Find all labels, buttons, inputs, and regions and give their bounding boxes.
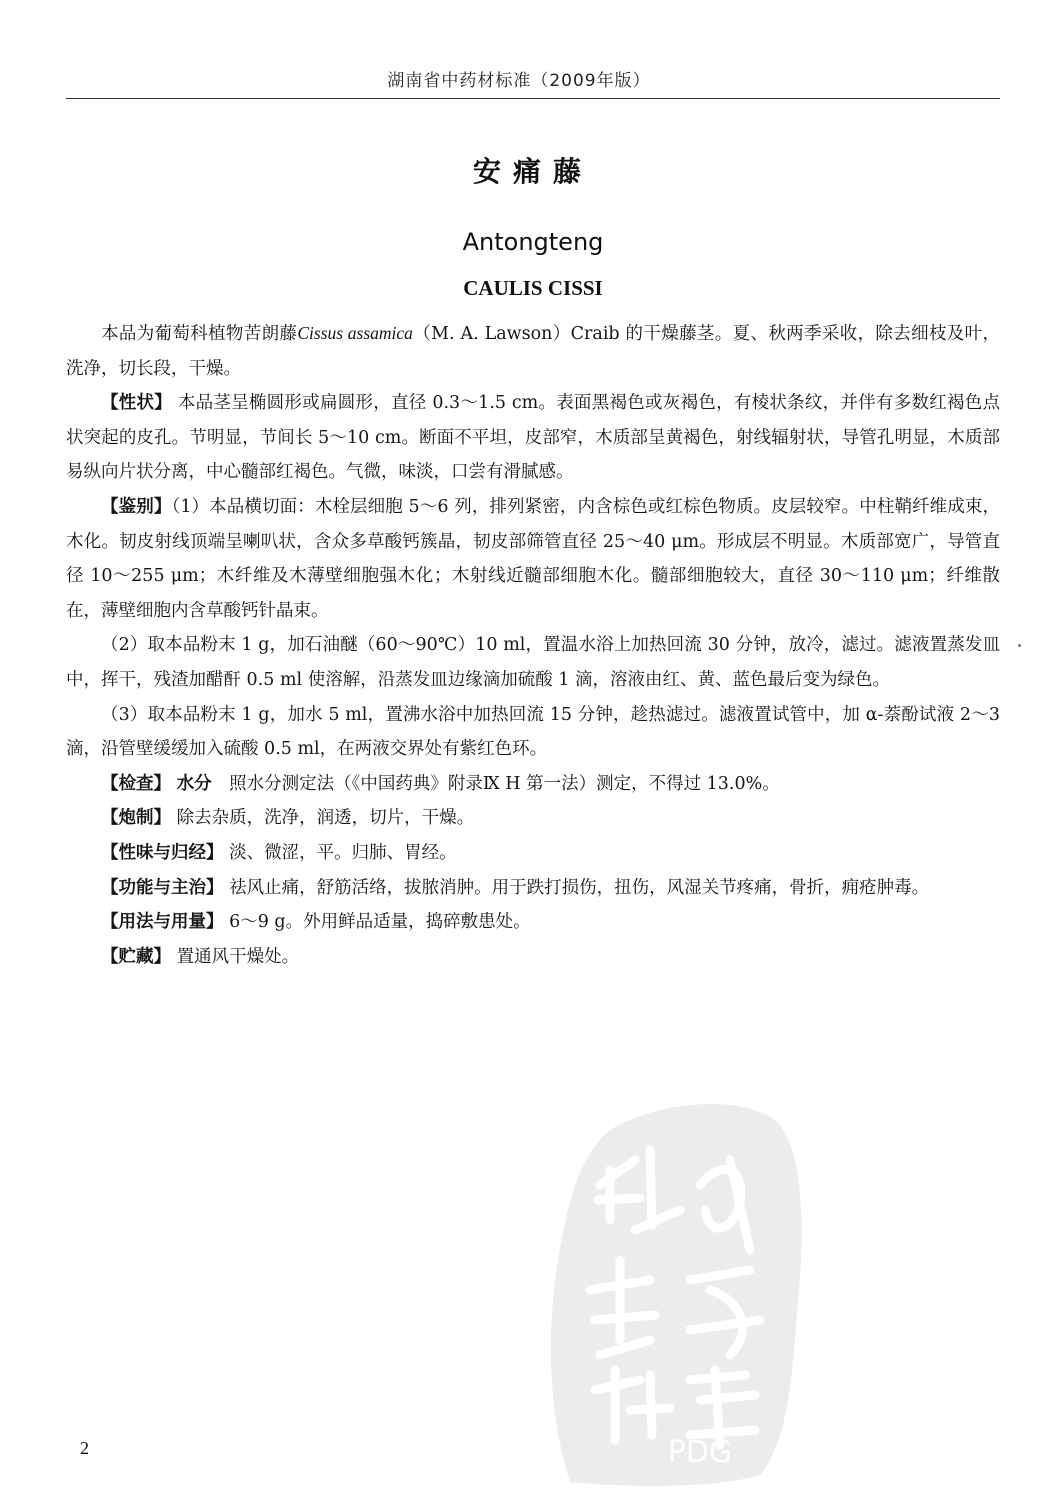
section-label-identification: 【鉴别】 — [101, 496, 172, 517]
monograph-body — [66, 316, 1000, 974]
intro-pre: 本品为葡萄科植物苦朗藤 — [101, 324, 298, 344]
monograph-title-chinese: 安痛藤 — [472, 155, 593, 188]
monograph-title-latin: CAULIS CISSI — [463, 276, 603, 300]
section-text-processing: 除去杂质，洗净，润透，切片，干燥。 — [176, 808, 475, 829]
identification-item-1: （1）本品横切面：木栓层细胞 5～6 列，排列紧密，内含棕色或红棕色物质。皮层较窄。中柱鞘纤维成束，木化。韧皮射线顶端呈喇叭状，含众多草酸钙簇晶，韧皮部筛管直径 25～40 μm。形成层不明显。木质部宽广，导管直径 10～255 μm；木纤维及木薄壁细胞强木化；木射线近髓部细胞木化。髓部细胞较大，直径 30～110 μm；纤维散在，薄壁细胞内含草酸钙针晶束。 — [66, 496, 1001, 621]
identification-item-2: （2）取本品粉末 1 g，加石油醚（60～90℃）10 ml，置温水浴上加热回流 30 分钟，放冷，滤过。滤液置蒸发皿中，挥干，残渣加醋酐 0.5 ml 使溶解，沿蒸发皿边缘滴加硫酸 1 滴，溶液由红、黄、蓝色最后变为绿色。 — [66, 635, 1000, 690]
section-text-usage: 6～9 g。外用鲜品适量，捣碎敷患处。 — [229, 912, 531, 933]
watermark-seal — [540, 1090, 820, 1490]
section-label-storage: 【贮藏】 — [101, 946, 171, 967]
section-usage — [66, 905, 1000, 940]
running-header: 湖南省中药材标准（2009年版） — [387, 71, 651, 91]
section-text-storage: 置通风干燥处。 — [176, 946, 300, 967]
section-label-functions: 【功能与主治】 — [101, 877, 224, 898]
section-storage — [66, 940, 1000, 975]
section-text-nature: 淡、微涩，平。归肺、胃经。 — [229, 842, 457, 863]
intro-paragraph — [66, 316, 1000, 386]
section-label-processing: 【炮制】 — [101, 808, 171, 829]
section-text-functions: 祛风止痛，舒筋活络，拔脓消肿。用于跌打损伤，扭伤，风湿关节疼痛，骨折，痈疮肿毒。 — [229, 877, 930, 898]
watermark-seal-graphic — [540, 1090, 820, 1490]
section-examination — [66, 767, 1000, 802]
watermark-stone-shape — [551, 1104, 802, 1486]
section-functions — [66, 871, 1000, 906]
watermark-brand: PDG — [667, 1435, 733, 1470]
page-number: 2 — [80, 1438, 89, 1458]
examination-subhead: 水分 — [176, 773, 212, 794]
section-nature — [66, 836, 1000, 871]
scan-speck — [1018, 644, 1021, 647]
section-identification — [66, 490, 1000, 628]
latin-species-name: Cissus assamica — [297, 323, 413, 343]
section-label-nature: 【性味与归经】 — [101, 842, 224, 863]
monograph-title-pinyin: Antongteng — [462, 228, 604, 256]
section-text-examination: 照水分测定法（《中国药典》附录Ⅸ H 第一法）测定，不得过 13.0%。 — [229, 773, 780, 794]
section-processing — [66, 801, 1000, 836]
identification-item-2-paragraph — [66, 628, 1000, 697]
section-text-characters: 本品茎呈椭圆形或扁圆形，直径 0.3～1.5 cm。表面黑褐色或灰褐色，有棱状条纹，并伴有多数红褐色点状突起的皮孔。节明显，节间长 5～10 cm。断面不平坦，皮部窄，木质部呈黄褐色，射线辐射状，导管孔明显，木质部易纵向片状分离，中心髓部红褐色。气微，味淡，口尝有滑腻感。 — [66, 393, 1000, 483]
section-characters — [66, 386, 1000, 490]
header-rule — [66, 98, 1000, 99]
section-label-examination: 【检查】 — [101, 773, 171, 794]
section-label-usage: 【用法与用量】 — [101, 912, 224, 933]
section-label-characters: 【性状】 — [101, 393, 173, 414]
identification-item-3-paragraph — [66, 698, 1000, 767]
identification-item-3: （3）取本品粉末 1 g，加水 5 ml，置沸水浴中加热回流 15 分钟，趁热滤过。滤液置试管中，加 α-萘酚试液 2～3 滴，沿管壁缓缓加入硫酸 0.5 ml，在两液交界处有紫红色环。 — [66, 704, 1000, 760]
intro-post: （M. A. Lawson）Craib 的干燥藤茎。夏、秋两季采收，除去细枝及叶，洗净，切长段，干燥。 — [66, 324, 1000, 379]
